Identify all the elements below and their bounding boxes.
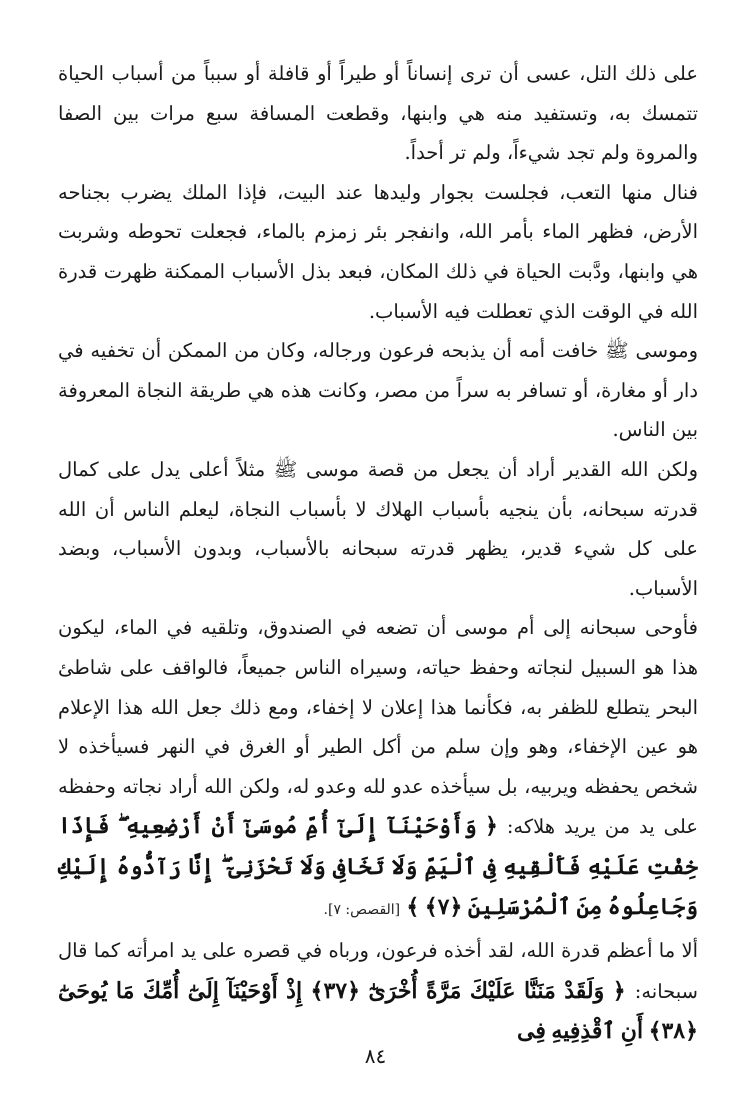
paragraph-5 — [58, 608, 698, 931]
paragraph-2-text: فنال منها التعب، فجلست بجوار وليدها عند البيت، فإذا الملك يضرب بجناحه الأرض، فظهر الماء بأمر الله، وانفجر بئر زمزم بالماء، فجعلت تحوطه وشربت هي وابنها، ودَّبت الحياة في ذلك المكان، فبعد بذل الأسباب الممكنة ظهرت قدرة الله في الوقت الذي تعطلت فيه الأسباب. — [58, 180, 698, 323]
paragraph-3 — [58, 331, 698, 450]
paragraph-3-text: وموسى ﷺ خافت أمه أن يذبحه فرعون ورجاله، وكان من الممكن أن تخفيه في دار أو مغارة، أو تسافر به سراً من مصر، وكانت هذه هي طريقة النجاة المعروفة بين الناس. — [58, 339, 698, 442]
paragraph-4-text: ولكن الله القدير أراد أن يجعل من قصة موسى ﷺ مثلاً أعلى يدل على كمال قدرته سبحانه، بأن ينجيه بأسباب الهلاك لا بأسباب النجاة، ليعلم الناس أن الله على كل شيء قدير، يظهر قدرته سبحانه بالأسباب، وبدون الأسباب، وبضد الأسباب. — [58, 457, 698, 600]
verse-reference: [القصص: ٧]. — [323, 902, 401, 919]
paragraph-4 — [58, 450, 698, 608]
paragraph-5-text: فأوحى سبحانه إلى أم موسى أن تضعه في الصندوق، وتلقيه في الماء، ليكون هذا هو السبيل لنجاته وحفظ حياته، وسيراه الناس جميعاً، فالواقف على شاطئ البحر يتطلع للظفر به، فكأنما هذا إعلان لا إخفاء، ومع ذلك جعل الله هذا الإعلام هو عين الإخفاء، وهو وإن سلم من أكل الطير أو الغرق في النهر فسيأخذه لا شخص يحفظه ويربيه، بل سيأخذه عدو لله وعدو له، ولكن الله أراد نجاته وحفظه على يد من يريد هلاكه: — [58, 616, 698, 839]
quran-verse: ﴿ وَأَوْحَيْنَآ إِلَىٰٓ أُمِّ مُوسَىٰٓ أَنْ أَرْضِعِيهِ ۖ فَإِذَا خِفْتِ عَلَيْهِ فَأَلْقِيهِ فِى ٱلْيَمِّ وَلَا تَخَافِى وَلَا تَحْزَنِىٓ ۖ إِنَّا رَآدُّوهُ إِلَيْكِ وَجَاعِلُوهُ مِنَ ٱلْمُرْسَلِينَ ﴿٧﴾ ﴾ — [58, 813, 698, 920]
body-text — [58, 54, 698, 1052]
paragraph-1-text: على ذلك التل، عسى أن ترى إنساناً أو طيراً أو قافلة أو سبباً من أسباب الحياة تتمسك به، وتستفيد منه هي وابنها، وقطعت المسافة سبع مرات بين الصفا والمروة ولم تجد شيءاً، ولم تر أحداً. — [58, 62, 698, 165]
paragraph-6-text: ألا ما أعظم قدرة الله، لقد أخذه فرعون، ورباه في قصره على يد امرأته كما قال سبحانه: — [58, 939, 698, 1003]
quran-verse: ﴿ وَلَقَدْ مَنَنَّا عَلَيْكَ مَرَّةً أُخْرَىٰٓ ﴿٣٧﴾ إِذْ أَوْحَيْنَآ إِلَىٰٓ أُمِّكَ مَا يُوحَىٰٓ ﴿٣٨﴾ أَنِ ٱقْذِفِيهِ فِى — [58, 977, 698, 1044]
paragraph-2 — [58, 173, 698, 331]
paragraph-6 — [58, 931, 698, 1052]
page-number: ٨٤ — [364, 1044, 387, 1068]
paragraph-1 — [58, 54, 698, 173]
